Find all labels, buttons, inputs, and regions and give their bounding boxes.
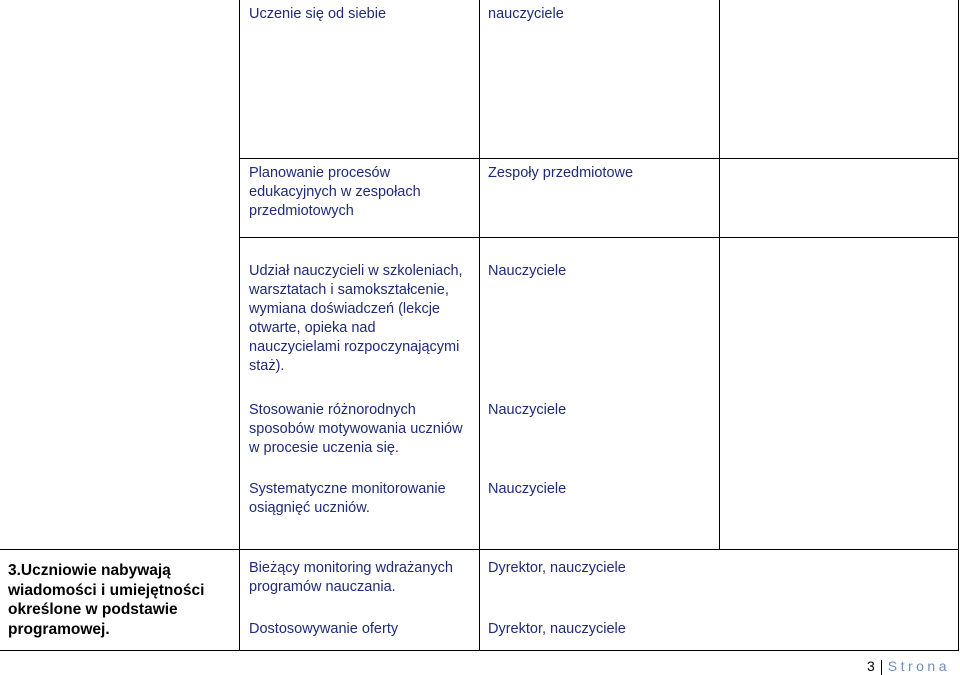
table-cell-responsible: Nauczyciele [488,402,567,418]
table-cell-responsible: Dyrektor, nauczyciele [488,560,626,576]
page-footer [867,658,950,675]
table-cell-activity: Udział nauczycieli w szkoleniach, warsztatach i samokształcenie, wymiana doświadczeń (lekcje otwarte, opieka nad nauczycielami rozpoczynającymi staż). [249,263,463,374]
table-cell-activity: Planowanie procesów edukacyjnych w zespołach przedmiotowych [249,165,421,219]
table-border-col3 [719,0,720,549]
table-row-divider-1 [239,158,959,159]
page-label: Strona [887,658,950,674]
table-cell-activity: Systematyczne monitorowanie osiągnięć uczniów. [249,481,446,516]
table-row-divider-2 [239,237,959,238]
table-cell-activity: Bieżący monitoring wdrażanych programów nauczania. [249,560,453,595]
table-border-left-inner [239,0,240,549]
table-border-right [958,0,959,651]
footer-separator [881,660,882,675]
table-cell-responsible: Nauczyciele [488,481,567,497]
table-border-col2 [479,0,480,651]
table-cell-goal: 3.Uczniowie nabywają wiadomości i umiejętności określone w podstawie programowej. [8,562,205,638]
table-cell-activity: Dostosowywanie oferty [249,621,399,637]
table-cell-responsible: Nauczyciele [488,263,567,279]
table-row-divider-3 [0,549,959,550]
table-bottom-border [0,650,959,651]
table-cell-responsible: Zespoły przedmiotowe [488,165,634,181]
table-cell-activity: Stosowanie różnorodnych sposobów motywowania uczniów w procesie uczenia się. [249,402,463,456]
table-cell-responsible: nauczyciele [488,6,564,22]
table-border-col1-bottom [239,549,240,651]
page-number: 3 [866,658,875,674]
table-cell-responsible: Dyrektor, nauczyciele [488,621,626,637]
table-cell-activity: Uczenie się od siebie [249,6,387,22]
